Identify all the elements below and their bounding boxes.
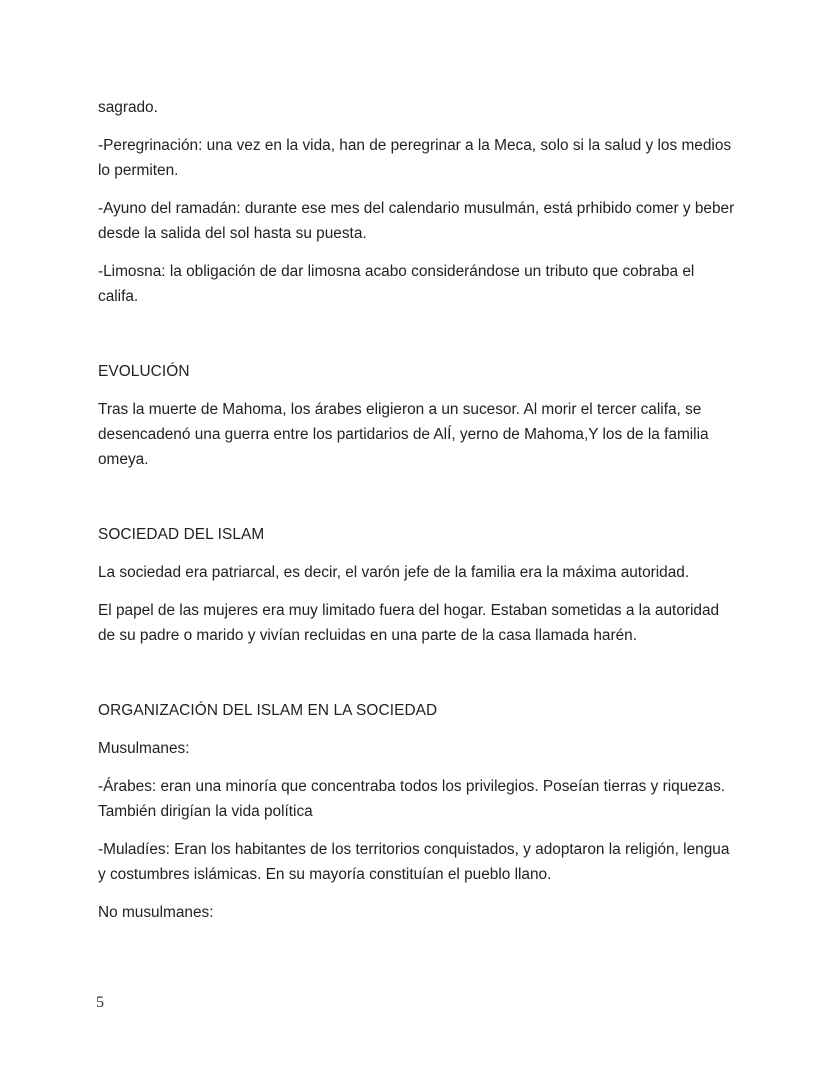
paragraph-limosna: -Limosna: la obligación de dar limosna acabo considerándose un tributo que cobraba el califa.: [98, 263, 695, 305]
paragraph-musulmanes: Musulmanes:: [98, 740, 190, 757]
heading-sociedad: SOCIEDAD DEL ISLAM: [98, 526, 265, 543]
paragraph-patriarcal: La sociedad era patriarcal, es decir, el varón jefe de la familia era la máxima autoridad.: [98, 564, 690, 581]
heading-organizacion: ORGANIZACIÓN DEL ISLAM EN LA SOCIEDAD: [98, 702, 438, 719]
paragraph-sagrado: sagrado.: [98, 99, 158, 116]
paragraph-arabes: -Árabes: eran una minoría que concentraba todos los privilegios. Poseían tierras y riquezas. También dirigían la vida política: [98, 778, 726, 820]
paragraph-muladies: -Muladíes: Eran los habitantes de los territorios conquistados, y adoptaron la religión, lengua y costumbres islámicas. En su mayoría constituían el pueblo llano.: [98, 841, 730, 883]
document-body: [98, 95, 738, 925]
heading-evolucion: EVOLUCIÓN: [98, 363, 190, 380]
paragraph-mujeres: El papel de las mujeres era muy limitado fuera del hogar. Estaban sometidas a la autoridad de su padre o marido y vivían recluidas en una parte de la casa llamada harén.: [98, 602, 720, 644]
paragraph-no-musulmanes: No musulmanes:: [98, 904, 214, 921]
paragraph-evolucion: Tras la muerte de Mahoma, los árabes eligieron a un sucesor. Al morir el tercer califa, se desencadenó una guerra entre los partidarios de AlÍ, yerno de Mahoma,Y los de la familia omeya.: [98, 401, 709, 468]
paragraph-ayuno: -Ayuno del ramadán: durante ese mes del calendario musulmán, está prhibido comer y beber desde la salida del sol hasta su puesta.: [98, 200, 735, 242]
paragraph-peregrinacion: -Peregrinación: una vez en la vida, han de peregrinar a la Meca, solo si la salud y los medios lo permiten.: [98, 137, 732, 179]
page-number: 5: [96, 994, 104, 1011]
